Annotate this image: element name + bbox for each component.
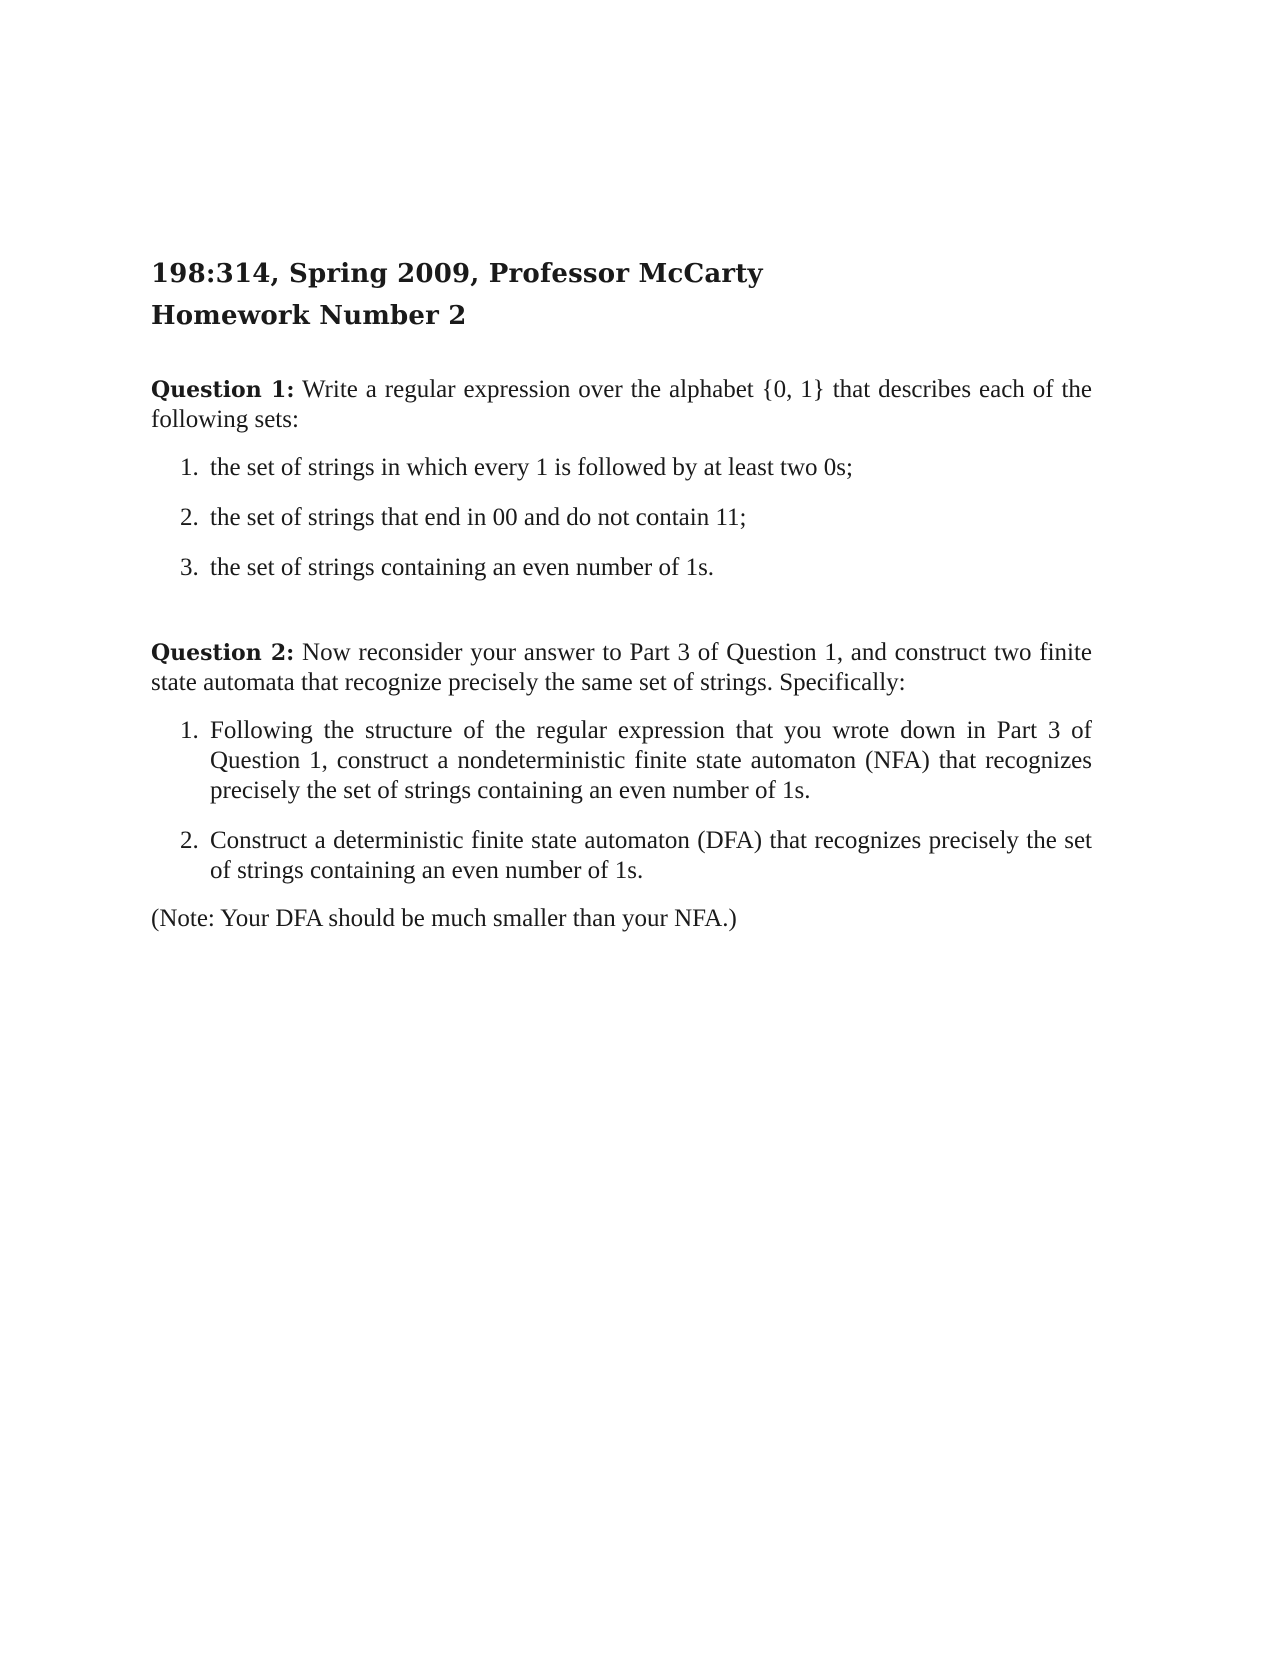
list-item	[180, 503, 1092, 533]
list-item-text: the set of strings that end in 00 and do not contain 11;	[210, 504, 747, 531]
question-1-list	[151, 453, 1092, 583]
question-1	[151, 375, 1092, 435]
question-2-prompt: Now reconsider your answer to Part 3 of Question 1, and construct two finite state automata that recognize precisely the same set of strings. Specifically:	[151, 639, 1092, 696]
list-item-number: 3.	[180, 554, 199, 581]
list-item-text: the set of strings in which every 1 is followed by at least two 0s;	[210, 454, 853, 481]
list-item	[180, 453, 1092, 483]
course-header: 198:314, Spring 2009, Professor McCarty	[151, 259, 763, 289]
list-item	[180, 716, 1092, 806]
list-item-number: 2.	[180, 827, 199, 854]
list-item	[180, 826, 1092, 886]
list-item-text: the set of strings containing an even number of 1s.	[210, 554, 715, 581]
list-item-number: 1.	[180, 717, 199, 744]
question-2-label: Question 2:	[151, 640, 295, 666]
document-page	[151, 253, 1092, 934]
list-item	[180, 553, 1092, 583]
question-2-list	[151, 716, 1092, 886]
list-item-text: Construct a deterministic finite state automaton (DFA) that recognizes precisely the set of strings containing an even number of 1s.	[210, 827, 1092, 884]
question-1-label: Question 1:	[151, 377, 295, 403]
list-item-number: 1.	[180, 454, 199, 481]
note: (Note: Your DFA should be much smaller than your NFA.)	[151, 905, 737, 932]
question-2	[151, 638, 1092, 698]
list-item-number: 2.	[180, 504, 199, 531]
question-1-prompt: Write a regular expression over the alphabet {0, 1} that describes each of the following sets:	[151, 376, 1092, 433]
list-item-text: Following the structure of the regular expression that you wrote down in Part 3 of Question 1, construct a nondeterministic finite state automaton (NFA) that recognizes precisely the set of strings containing an even number of 1s.	[210, 717, 1092, 804]
homework-title: Homework Number 2	[151, 301, 467, 331]
